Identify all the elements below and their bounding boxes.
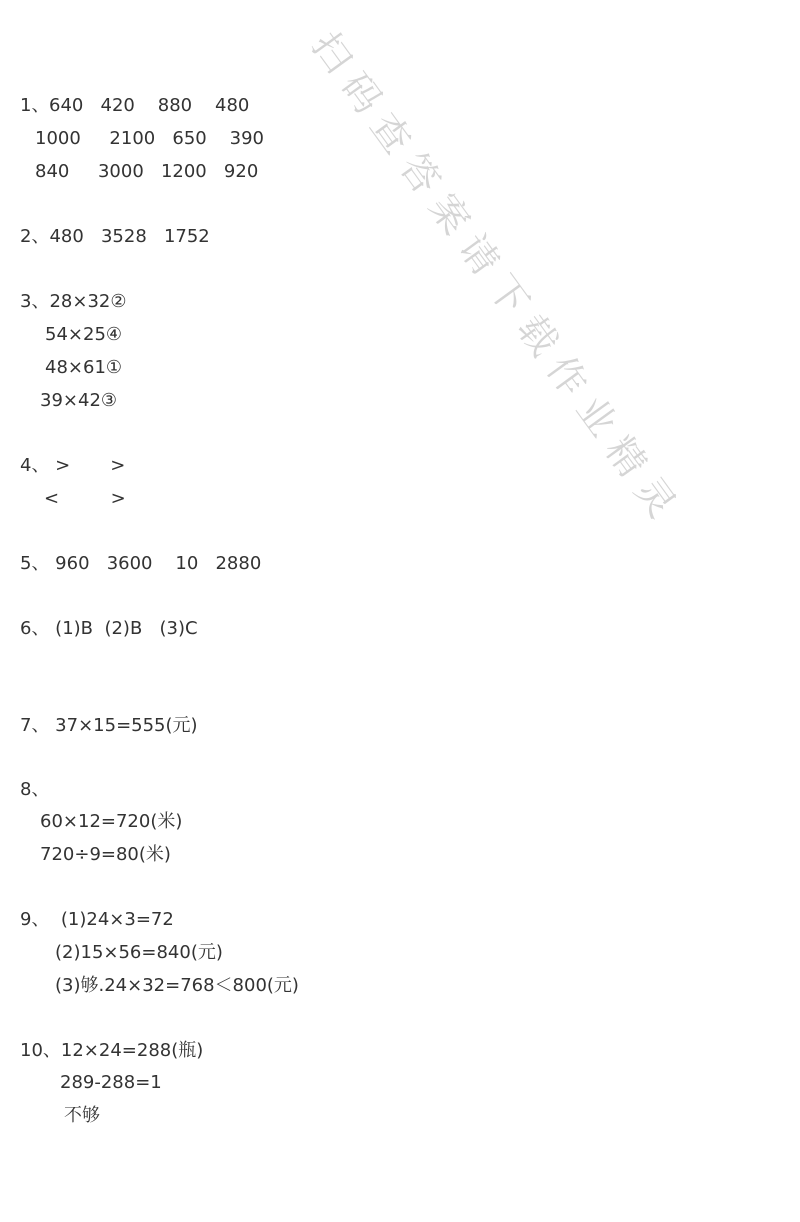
q3-line-3: 48×61①: [45, 357, 123, 378]
q10-line-1: 10、12×24=288(瓶): [20, 1040, 204, 1061]
q9-line-3: (3)够.24×32=768＜800(元): [55, 975, 299, 996]
q4-line-1: 4、 > >: [20, 455, 126, 476]
q7-answer: 7、 37×15=555(元): [20, 715, 198, 736]
q9-line-2: (2)15×56=840(元): [55, 942, 223, 963]
q8-line-1: 60×12=720(米): [40, 811, 183, 832]
q1-row-2: 1000 2100 650 390: [35, 128, 264, 149]
q1-label: 1、: [20, 95, 50, 116]
q8-line-2: 720÷9=80(米): [40, 844, 171, 865]
q9-line-1: 9、 (1)24×3=72: [20, 909, 174, 930]
q10-line-3: 不够: [64, 1105, 100, 1126]
q10-line-2: 289-288=1: [60, 1072, 162, 1093]
q3-line-1: 3、28×32②: [20, 291, 127, 312]
q3-line-2: 54×25④: [45, 324, 123, 345]
q1-row-3: 840 3000 1200 920: [35, 161, 259, 182]
q6-answer: 6、 (1)B (2)B (3)C: [20, 618, 198, 639]
q3-line-4: 39×42③: [40, 390, 118, 411]
q8-label: 8、: [20, 779, 50, 800]
q5-answer: 5、 960 3600 10 2880: [20, 553, 262, 574]
q4-line-2: < >: [44, 488, 126, 509]
q2-answer: 2、480 3528 1752: [20, 226, 210, 247]
q1-row-1: 640 420 880 480: [49, 95, 250, 116]
watermark-text: 扫码查答案请下载作业精灵: [303, 23, 692, 536]
